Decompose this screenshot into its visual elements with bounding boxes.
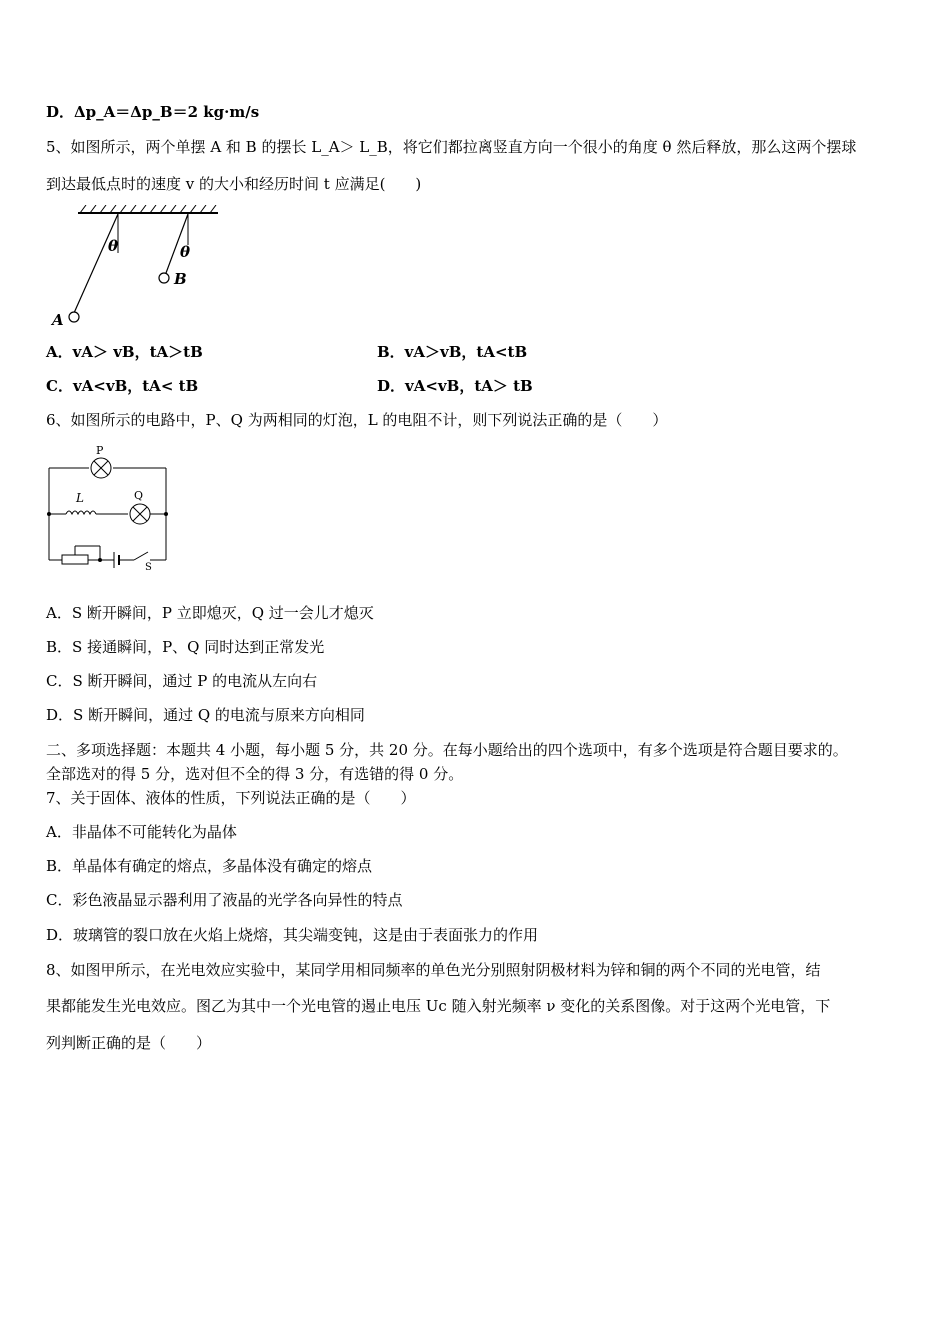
q6-option-d[interactable]: D．S 断开瞬间，通过 Q 的电流与原来方向相同 [46, 706, 365, 724]
section2-heading-line2: 全部选对的得 5 分，选对但不全的得 3 分，有选错的得 0 分。 [46, 765, 464, 783]
label-s: S [145, 562, 152, 572]
pendulum-a-bob [69, 312, 79, 322]
q5-option-d[interactable]: D．vA<vB，tA＞ tB [377, 377, 533, 395]
pendulum-figure [50, 205, 230, 330]
circuit-figure [44, 442, 174, 572]
label-p: P [96, 444, 104, 457]
q5-option-b[interactable]: B．vA＞vB，tA<tB [377, 343, 528, 361]
q7-option-d[interactable]: D．玻璃管的裂口放在火焰上烧熔，其尖端变钝，这是由于表面张力的作用 [46, 926, 539, 944]
q7-option-b[interactable]: B．单晶体有确定的熔点，多晶体没有确定的熔点 [46, 857, 373, 875]
label-a: A [52, 311, 64, 329]
q5-option-a[interactable]: A．vA＞ vB，tA＞tB [46, 343, 203, 361]
q6-option-c[interactable]: C．S 断开瞬间，通过 P 的电流从左向右 [46, 672, 318, 690]
q6-option-b[interactable]: B．S 接通瞬间，P、Q 同时达到正常发光 [46, 638, 325, 656]
q7-stem: 7、关于固体、液体的性质，下列说法正确的是（ ） [46, 789, 416, 807]
q6-option-a[interactable]: A．S 断开瞬间，P 立即熄灭，Q 过一会儿才熄灭 [46, 604, 374, 622]
pendulum-a-string [74, 214, 118, 313]
theta-label-a: θ [108, 237, 119, 255]
theta-label-b: θ [180, 243, 191, 261]
q5-stem-line1: 5、如图所示，两个单摆 A 和 B 的摆长 L_A＞ L_B，将它们都拉离竖直方向一个很小的角度 θ 然后释放，那么这两个摆球 [46, 138, 857, 156]
q5-option-c[interactable]: C．vA<vB，tA< tB [46, 377, 199, 395]
pendulum-b-bob [159, 273, 169, 283]
section2-heading-line1: 二、多项选择题：本题共 4 小题，每小题 5 分，共 20 分。在每小题给出的四个选项中，有多个选项是符合题目要求的。 [46, 741, 848, 759]
label-l: L [76, 491, 84, 505]
q6-stem: 6、如图所示的电路中，P、Q 为两相同的灯泡，L 的电阻不计，则下列说法正确的是（ ） [46, 411, 668, 429]
q7-option-c[interactable]: C．彩色液晶显示器利用了液晶的光学各向异性的特点 [46, 891, 403, 909]
label-b: B [174, 270, 187, 288]
q5-stem-line2: 到达最低点时的速度 v 的大小和经历时间 t 应满足( ) [46, 175, 422, 193]
q8-stem-line3: 列判断正确的是（ ） [46, 1034, 212, 1052]
q8-stem-line1: 8、如图甲所示，在光电效应实验中，某同学用相同频率的单色光分别照射阴极材料为锌和铜的两个不同的光电管，结 [46, 961, 821, 979]
q8-stem-line2: 果都能发生光电效应。图乙为其中一个光电管的遏止电压 Uc 随入射光频率 ν 变化的关系图像。对于这两个光电管，下 [46, 997, 831, 1015]
q7-option-a[interactable]: A．非晶体不可能转化为晶体 [46, 823, 237, 841]
label-q: Q [134, 489, 144, 502]
q4-option-d[interactable]: D．Δp_A＝Δp_B＝2 kg·m/s [46, 103, 260, 121]
